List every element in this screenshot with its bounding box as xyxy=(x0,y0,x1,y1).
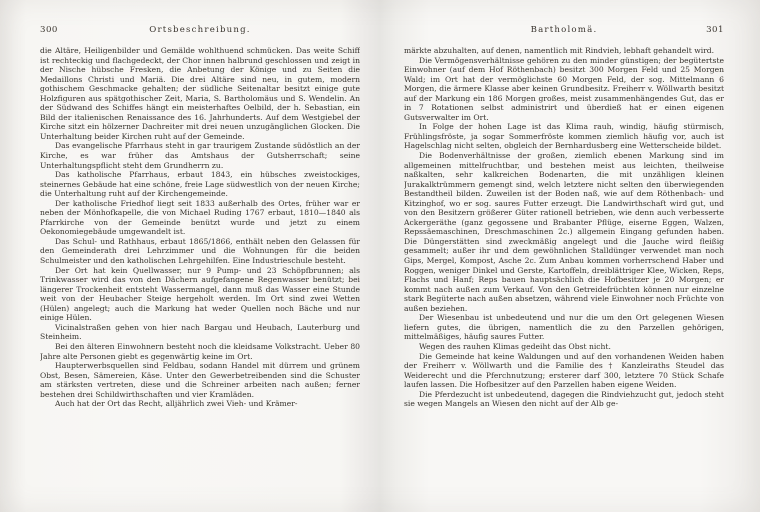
page-body-left xyxy=(40,46,360,488)
paragraph: Die Gemeinde hat keine Waldungen und auf den vorhandenen Weiden haben der Freiherr v. Wöllwarth und die Familie des † Kanzleiraths Steudel das Weiderecht und die Pferchnutzung; ersterer darf 300, letztere 70 Stück Schafe laufen lassen. Die Hofbesitzer auf den Parzellen haben eigene Weiden. xyxy=(404,351,724,390)
paragraph: Das Schul- und Rathhaus, erbaut 1865/1866, enthält neben den Gelassen für den Gemeinderath drei Lehrzimmer und die Wohnungen für die beiden Schulmeister und den katholischen Lehrgehilfen. Eine Industrieschule besteht. xyxy=(40,236,360,266)
page-header-right xyxy=(404,25,724,35)
paragraph: Vicinalstraßen gehen von hier nach Bargau und Heubach, Lauterburg und Steinheim. xyxy=(40,322,360,342)
paragraph: Der Ort hat kein Quellwasser, nur 9 Pump- und 23 Schöpfbrunnen; als Trinkwasser wird das von den Dächern aufgefangene Regenwasser benützt; bei längerer Trockenheit entsteht Wassermangel, dann muß das Wasser eine Stunde weit von der Heubacher Steige hergeholt werden. Im Ort sind zwei Wetten (Hülen) angelegt; auch die Markung hat weder Quellen noch Bäche und nur einige Hülen. xyxy=(40,265,360,323)
paragraph: die Altäre, Heiligenbilder und Gemälde wohlthuend schmücken. Das weite Schiff ist rechteckig und flachgedeckt, der Chor innen halbrund geschlossen und zeigt in der Nische hübsche Fresken, die Anbetung der Könige und zu Seiten die Medaillons Christi und Mariä. Die drei Altäre sind neu, in gutem, modern gothischem Geschmacke gehalten; der südliche Seitenaltar besitzt einige gute Holzfiguren aus spätgothischer Zeit, Maria, S. Bartholomäus und S. Wendelin. An der Südwand des Schiffes hängt ein meisterhaftes Oelbild, der h. Sebastian, ein Bild der italienischen Renaissance des 16. Jahrhunderts. Auf dem Westgiebel der Kirche sitzt ein hölzerner Dachreiter mit drei neuen unzugänglichen Glocken. Die Unterhaltung beider Kirchen ruht auf der Gemeinde. xyxy=(40,46,360,141)
paragraph: Bei den älteren Einwohnern besteht noch die kleidsame Volkstracht. Ueber 80 Jahre alte Personen giebt es gegenwärtig keine im Ort. xyxy=(40,341,360,361)
paragraph: märkte abzuhalten, auf denen, namentlich mit Rindvieh, lebhaft gehandelt wird. xyxy=(404,46,715,55)
page-header-left xyxy=(40,25,360,35)
running-header-right: Bartholomä. xyxy=(530,25,598,35)
page-number-left: 300 xyxy=(40,25,58,35)
paragraph: Die Pferdezucht ist unbedeutend, dagegen die Rindviehzucht gut, jedoch steht sie wegen Mangels an Wiesen den nicht auf der Alb ge- xyxy=(404,389,724,409)
paragraph: In Folge der hohen Lage ist das Klima rauh, windig, häufig stürmisch, Frühlingsfröste, ja sogar Sommerfröste kommen ziemlich häufig vor, auch ist Hagelschlag nicht selten, obgleich der Bernhardusberg eine Wetterscheide bildet. xyxy=(404,122,724,151)
paragraph: Das katholische Pfarrhaus, erbaut 1843, ein hübsches zweistockiges, steinernes Gebäude hat eine schöne, freie Lage südwestlich von der neuen Kirche; die Unterhaltung ruht auf der Kirchengemeinde. xyxy=(40,170,360,199)
paragraph: Haupterwerbsquellen sind Feldbau, sodann Handel mit dürrem und grünem Obst, Besen, Sämereien, Käse. Unter den Gewerbetreibenden sind die Schuster am stärksten vertreten, diese und die Schreiner arbeiten nach außen; ferner bestehen drei Schildwirthschaften und vier Kramläden. xyxy=(40,361,360,399)
running-header-left: Ortsbeschreibung. xyxy=(149,25,251,35)
paragraph: Die Bodenverhältnisse der großen, ziemlich ebenen Markung sind im allgemeinen mittelfruchtbar, und bestehen meist aus leichten, theilweise naßkalten, sehr kalkreichen Bodenarten, die mit unzähligen kleinen Jurakalktrümmern gemengt sind, welch letztere nicht selten den überwiegenden Bestandtheil bilden. Zuweilen ist der Boden naß, wie auf dem Röthenbach- und Kitzinghof, wo er sog. saures Futter erzeugt. Die Landwirthschaft wird gut, und von den Besitzern größerer Güter rationell betrieben, wie denn auch verbesserte Ackergeräthe (ganz gegossene und Brabanter Pflüge, eiserne Eggen, Walzen, Repssäemaschinen, Dreschmaschinen 2c.) allgemein Eingang gefunden haben. Die Düngerstätten sind zweckmäßig angelegt und die Jauche wird fleißig gesammelt; außer ihr und dem gewöhnlichen Stalldünger verwendet man noch Gips, Mergel, Kompost, Asche 2c. Zum Anbau kommen vorherrschend Haber und Roggen, weniger Dinkel und Gerste, Kartoffeln, dreiblättriger Klee, Wicken, Reps, Flachs und Hanf; Reps bauen hauptsächlich die Hofbesitzer je 20 Morgen; er kommt nach außen zum Verkauf. Von den Getreidefrüchten können nur einzelne stark Begüterte nach außen absetzen, während viele Einwohner noch Früchte von außen beziehen. xyxy=(404,151,724,313)
paragraph: Die Vermögensverhältnisse gehören zu den minder günstigen; der begütertste Einwohner (auf dem Hof Röthenbach) besitzt 300 Morgen Feld und 25 Morgen Wald; im Ort hat der vermöglichste 60 Morgen Feld, der sog. Mittelmann 6 Morgen, die ärmere Klasse aber keinen Grundbesitz. Freiherr v. Wöllwarth besitzt auf der Markung ein 186 Morgen großes, meist zusammenhängendes Gut, das er in 7 Rotationen selbst administrirt und überdieß hat er einen eigenen Gutsverwalter im Ort. xyxy=(404,55,724,122)
paragraph: Der katholische Friedhof liegt seit 1833 außerhalb des Ortes, früher war er neben der Mönhofkapelle, die von Michael Ruding 1767 erbaut, 1810—1840 als Pfarrkirche von der Gemeinde benützt wurde und jetzt zu einem Oekonomiegebäude umgewandelt ist. xyxy=(40,198,360,237)
paragraph: Der Wiesenbau ist unbedeutend und nur die um den Ort gelegenen Wiesen liefern gutes, die übrigen, namentlich die zu den Parzellen gehörigen, mittelmäßiges, häufig saures Futter. xyxy=(404,313,724,342)
paragraph: Das evangelische Pfarrhaus steht in gar traurigem Zustande südöstlich an der Kirche, es war früher das Amtshaus der Gutsherrschaft; seine Unterhaltungspflicht steht dem Grundherrn zu. xyxy=(40,141,360,170)
page-number-right: 301 xyxy=(706,25,724,35)
paragraph: Auch hat der Ort das Recht, alljährlich zwei Vieh- und Krämer- xyxy=(55,399,298,409)
page-right xyxy=(380,0,760,512)
paragraph: Wegen des rauhen Klimas gedeiht das Obst nicht. xyxy=(419,341,611,351)
page-body-right xyxy=(404,46,724,488)
